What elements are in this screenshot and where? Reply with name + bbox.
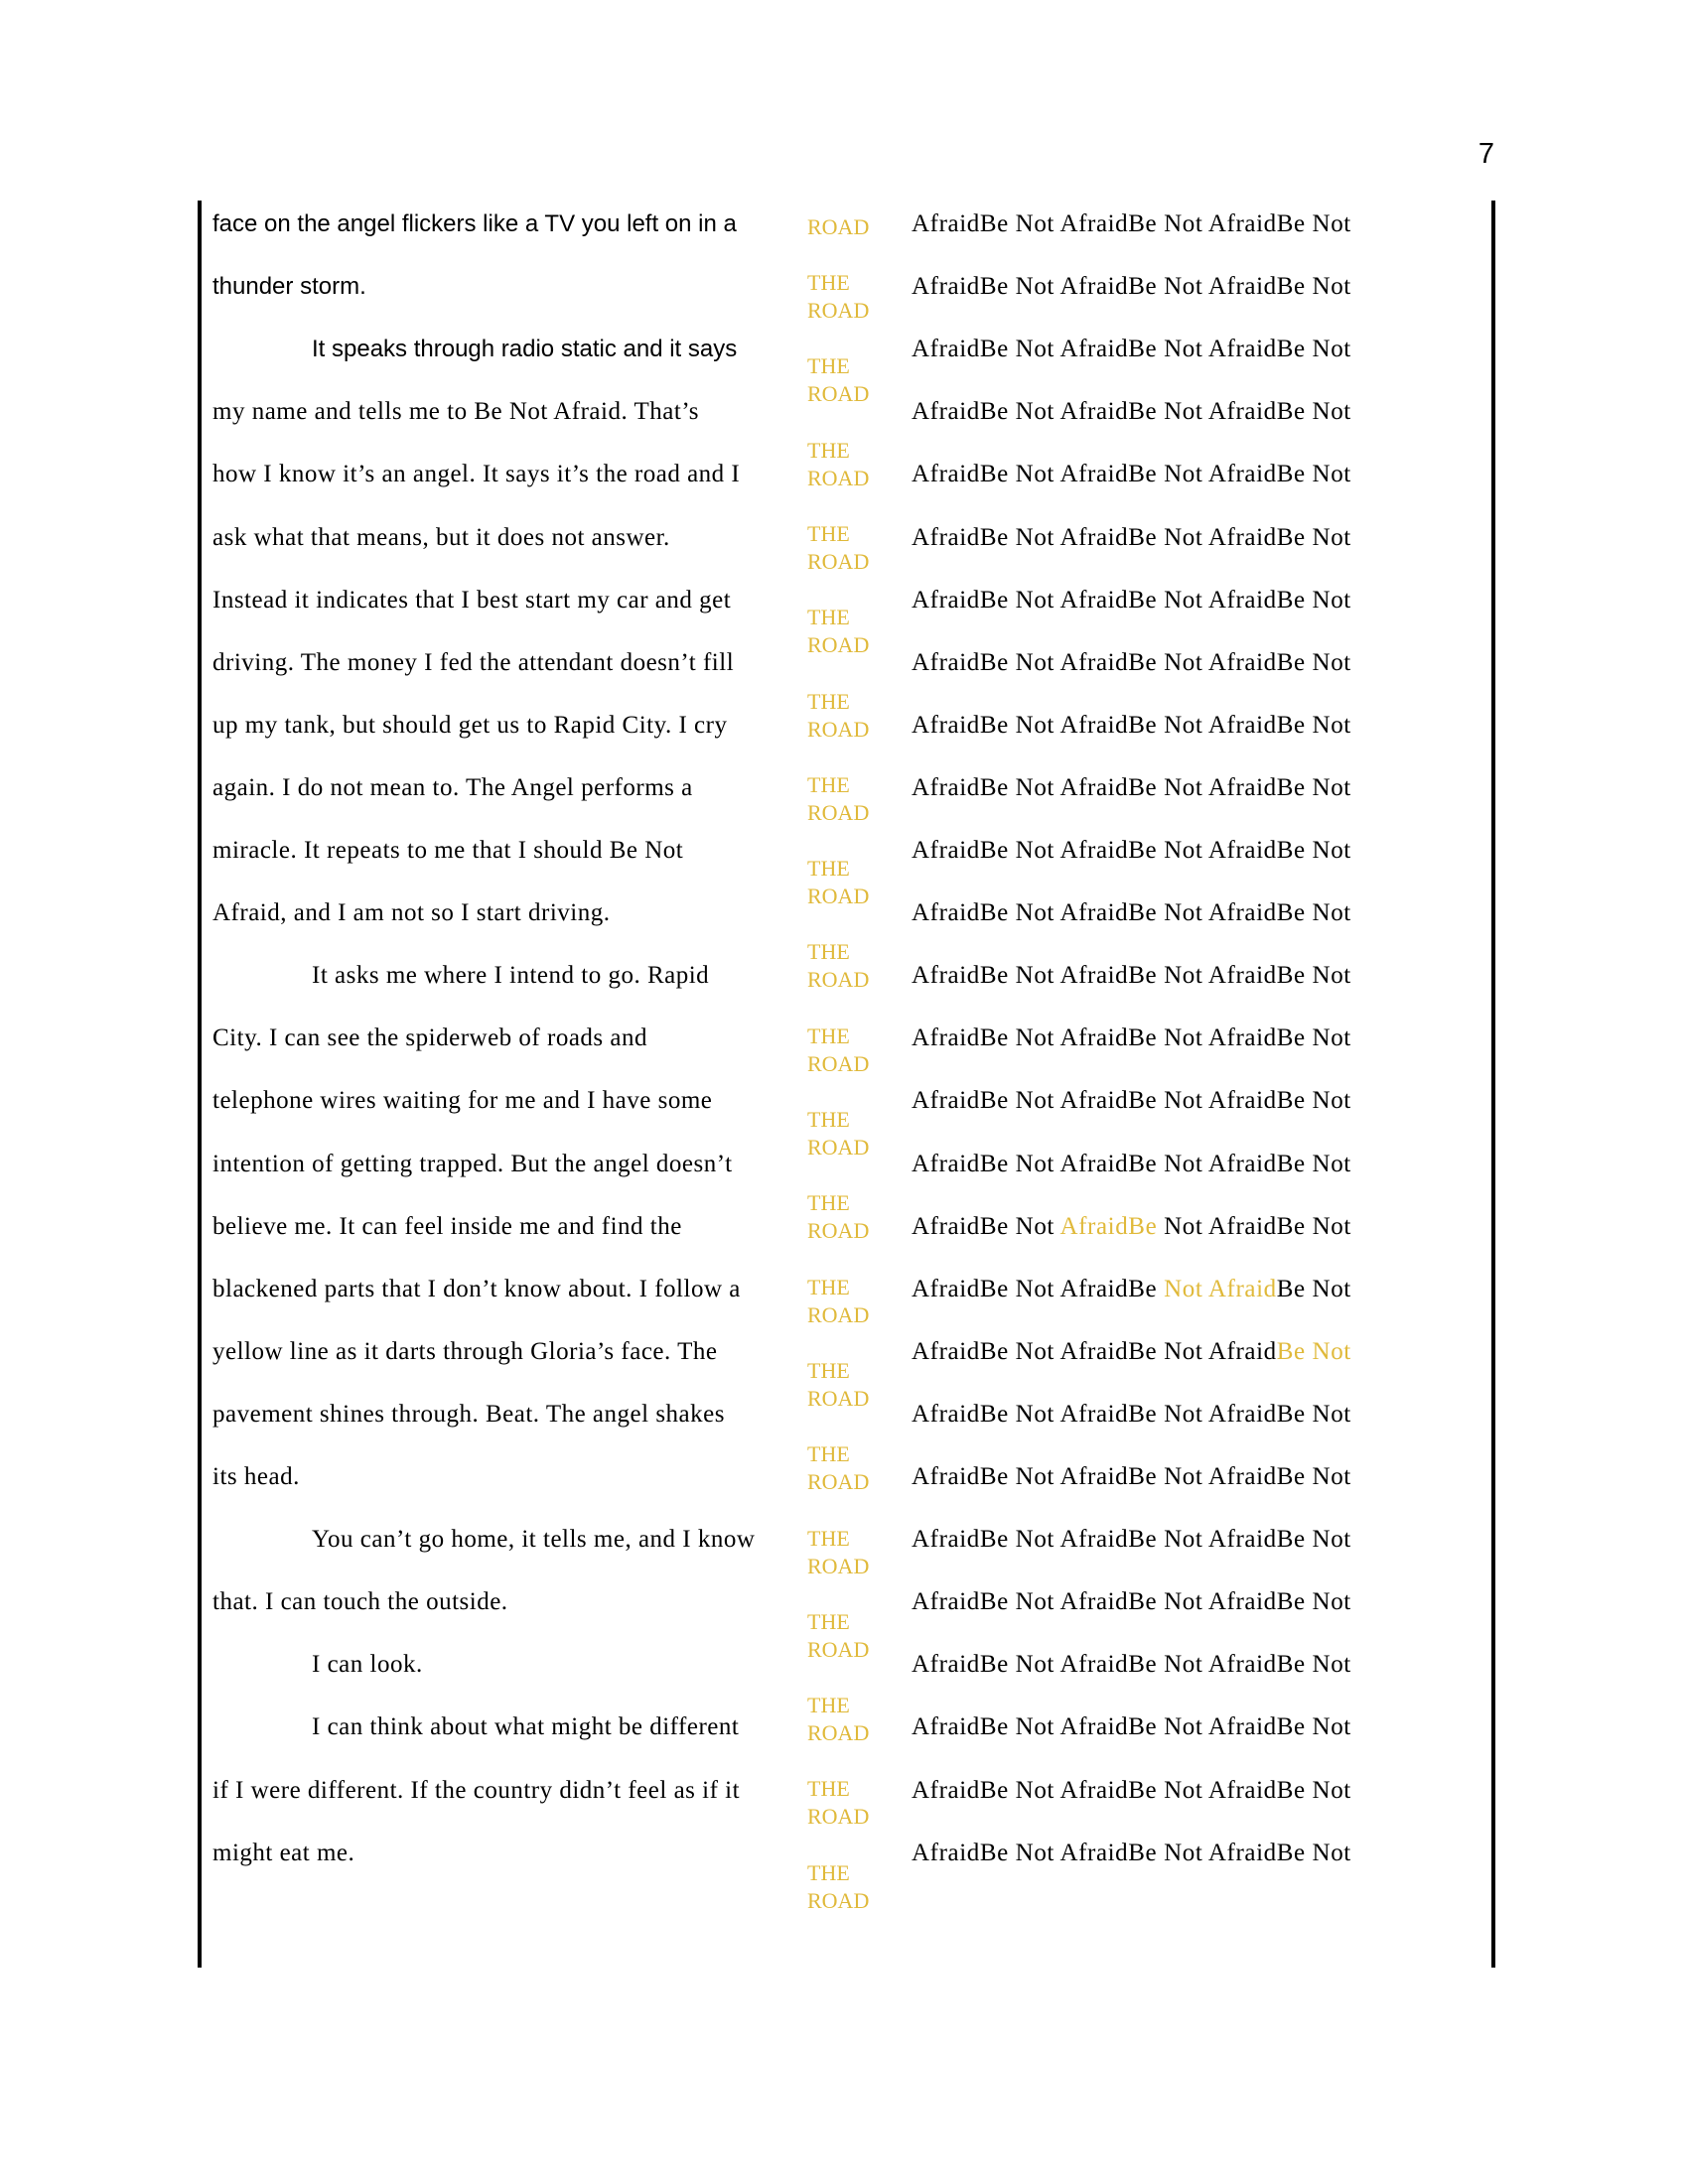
prose-line: You can’t go home, it tells me, and I know bbox=[312, 1526, 756, 1554]
afraid-line bbox=[912, 1778, 1351, 1803]
prose-line: believe me. It can feel inside me and find the bbox=[212, 1212, 682, 1240]
afraid-line bbox=[912, 274, 1351, 299]
text-segment: AfraidBe Not AfraidBe Not AfraidBe Not bbox=[912, 1776, 1351, 1804]
the-word: THE bbox=[807, 1525, 850, 1551]
text-segment: AfraidBe Not AfraidBe Not AfraidBe Not bbox=[912, 336, 1351, 363]
afraid-line bbox=[912, 1152, 1351, 1176]
afraid-line bbox=[912, 1339, 1351, 1364]
prose-line: yellow line as it darts through Gloria’s face. The bbox=[212, 1337, 718, 1365]
text-segment: AfraidBe Not AfraidBe bbox=[912, 1275, 1165, 1302]
highlighted-segment: Be Not bbox=[1276, 1337, 1351, 1365]
highlighted-segment: AfraidBe bbox=[1059, 1212, 1158, 1240]
text-segment: AfraidBe Not AfraidBe Not AfraidBe Not bbox=[912, 648, 1351, 676]
the-word: THE bbox=[807, 605, 850, 630]
text-segment: AfraidBe Not AfraidBe Not AfraidBe Not bbox=[912, 1400, 1351, 1428]
road-word: ROAD bbox=[807, 884, 870, 909]
text-segment: AfraidBe Not AfraidBe Not AfraidBe Not bbox=[912, 398, 1351, 426]
text-segment: AfraidBe Not AfraidBe Not AfraidBe Not bbox=[912, 1839, 1351, 1866]
afraid-line bbox=[912, 900, 1351, 925]
prose-line: thunder storm. bbox=[212, 273, 366, 301]
road-word: ROAD bbox=[807, 716, 870, 742]
prose-line: It speaks through radio static and it says bbox=[312, 336, 738, 363]
the-word: THE bbox=[807, 437, 850, 463]
the-word: THE bbox=[807, 270, 850, 295]
afraid-line bbox=[912, 1714, 1351, 1739]
text-segment: AfraidBe Not AfraidBe Not AfraidBe Not bbox=[912, 1087, 1351, 1115]
afraid-line bbox=[912, 1088, 1351, 1113]
the-word: THE bbox=[807, 856, 850, 882]
prose-line: its head. bbox=[212, 1463, 300, 1490]
road-word: ROAD bbox=[807, 1301, 870, 1327]
prose-line: City. I can see the spiderweb of roads and bbox=[212, 1024, 647, 1052]
text-segment: AfraidBe Not AfraidBe Not AfraidBe Not bbox=[912, 1588, 1351, 1616]
afraid-line bbox=[912, 525, 1351, 550]
road-word: ROAD bbox=[807, 1636, 870, 1662]
road-word: ROAD bbox=[807, 298, 870, 323]
afraid-line bbox=[912, 1589, 1351, 1614]
text-segment: AfraidBe Not AfraidBe Not AfraidBe Not bbox=[912, 1526, 1351, 1554]
prose-line: intention of getting trapped. But the angel doesn’t bbox=[212, 1150, 733, 1177]
text-segment: AfraidBe Not AfraidBe Not AfraidBe Not bbox=[912, 1651, 1351, 1679]
text-segment: AfraidBe Not AfraidBe Not Afraid bbox=[912, 1337, 1277, 1365]
afraid-line bbox=[912, 713, 1351, 738]
afraid-line bbox=[912, 337, 1351, 361]
the-word: THE bbox=[807, 353, 850, 379]
prose-line: pavement shines through. Beat. The angel shakes bbox=[212, 1400, 725, 1428]
prose-line: face on the angel flickers like a TV you left on in a bbox=[212, 210, 737, 237]
the-word: THE bbox=[807, 520, 850, 546]
road-word: ROAD bbox=[807, 1385, 870, 1411]
text-segment: AfraidBe Not AfraidBe Not AfraidBe Not bbox=[912, 273, 1351, 301]
road-word: ROAD bbox=[807, 967, 870, 993]
the-word: THE bbox=[807, 1274, 850, 1299]
the-word: THE bbox=[807, 1441, 850, 1467]
afraid-line bbox=[912, 1464, 1351, 1489]
text-segment: Be Not bbox=[1276, 1275, 1351, 1302]
text-segment: AfraidBe Not AfraidBe Not AfraidBe Not bbox=[912, 586, 1351, 614]
text-segment: AfraidBe Not AfraidBe Not AfraidBe Not bbox=[912, 1463, 1351, 1490]
text-segment: AfraidBe Not AfraidBe Not AfraidBe Not bbox=[912, 1024, 1351, 1052]
afraid-line bbox=[912, 211, 1351, 236]
road-word: ROAD bbox=[807, 1218, 870, 1244]
text-segment: AfraidBe Not AfraidBe Not AfraidBe Not bbox=[912, 962, 1351, 990]
prose-line: might eat me. bbox=[212, 1839, 355, 1866]
the-word: THE bbox=[807, 1608, 850, 1634]
road-word: ROAD bbox=[807, 1804, 870, 1830]
afraid-line bbox=[912, 838, 1351, 863]
road-word: ROAD bbox=[807, 799, 870, 825]
prose-line: ask what that means, but it does not answer. bbox=[212, 523, 670, 551]
prose-line: Instead it indicates that I best start my car and get bbox=[212, 586, 732, 614]
afraid-line bbox=[912, 1527, 1351, 1552]
afraid-line bbox=[912, 588, 1351, 613]
the-word: THE bbox=[807, 688, 850, 714]
road-word: ROAD bbox=[807, 1887, 870, 1913]
the-word: THE bbox=[807, 939, 850, 965]
afraid-line bbox=[912, 1277, 1351, 1301]
prose-line: Afraid, and I am not so I start driving. bbox=[212, 899, 611, 927]
the-word: THE bbox=[807, 771, 850, 797]
road-word: ROAD bbox=[807, 1050, 870, 1076]
road-word: ROAD bbox=[807, 1720, 870, 1746]
text-segment: AfraidBe Not AfraidBe Not AfraidBe Not bbox=[912, 711, 1351, 739]
text-segment: AfraidBe Not AfraidBe Not AfraidBe Not bbox=[912, 1150, 1351, 1177]
text-segment: AfraidBe Not AfraidBe Not AfraidBe Not bbox=[912, 773, 1351, 801]
page-number: 7 bbox=[1477, 138, 1494, 170]
road-word: ROAD bbox=[807, 381, 870, 407]
left-margin-rule bbox=[198, 201, 202, 1968]
the-word: THE bbox=[807, 1190, 850, 1216]
prose-line: I can look. bbox=[312, 1651, 423, 1679]
prose-line: if I were different. If the country didn’t feel as if it bbox=[212, 1776, 741, 1804]
text-segment: AfraidBe Not AfraidBe Not AfraidBe Not bbox=[912, 837, 1351, 864]
highlighted-segment: Not Afraid bbox=[1164, 1275, 1277, 1302]
prose-line: up my tank, but should get us to Rapid City. I cry bbox=[212, 711, 728, 739]
the-word: THE bbox=[807, 1023, 850, 1048]
prose-line: blackened parts that I don’t know about. I follow a bbox=[212, 1275, 741, 1302]
afraid-line bbox=[912, 1214, 1351, 1239]
text-segment: AfraidBe Not AfraidBe Not AfraidBe Not bbox=[912, 899, 1351, 927]
the-word: THE bbox=[807, 1107, 850, 1132]
afraid-line bbox=[912, 1402, 1351, 1427]
afraid-line bbox=[912, 1652, 1351, 1677]
text-segment: AfraidBe Not AfraidBe Not AfraidBe Not bbox=[912, 210, 1351, 237]
afraid-line bbox=[912, 399, 1351, 424]
text-segment: Not AfraidBe Not bbox=[1157, 1212, 1351, 1240]
road-word: ROAD bbox=[807, 548, 870, 574]
prose-line: my name and tells me to Be Not Afraid. That’s bbox=[212, 398, 700, 426]
prose-line: that. I can touch the outside. bbox=[212, 1588, 508, 1616]
text-segment: AfraidBe Not bbox=[912, 1212, 1060, 1240]
prose-line: It asks me where I intend to go. Rapid bbox=[312, 962, 710, 990]
road-word: ROAD bbox=[807, 1553, 870, 1578]
prose-line: driving. The money I fed the attendant doesn’t fill bbox=[212, 648, 735, 676]
prose-line: how I know it’s an angel. It says it’s the road and I bbox=[212, 461, 741, 488]
afraid-line bbox=[912, 775, 1351, 800]
afraid-line bbox=[912, 1841, 1351, 1865]
prose-line: telephone wires waiting for me and I have some bbox=[212, 1087, 713, 1115]
prose-line: I can think about what might be different bbox=[312, 1713, 740, 1741]
prose-line: miracle. It repeats to me that I should Be Not bbox=[212, 837, 684, 864]
afraid-line bbox=[912, 963, 1351, 988]
road-word: ROAD bbox=[807, 214, 870, 239]
afraid-line bbox=[912, 1025, 1351, 1050]
the-word: THE bbox=[807, 1357, 850, 1383]
road-word: ROAD bbox=[807, 1469, 870, 1495]
afraid-line bbox=[912, 650, 1351, 675]
afraid-line bbox=[912, 462, 1351, 486]
prose-line: again. I do not mean to. The Angel performs a bbox=[212, 773, 693, 801]
road-word: ROAD bbox=[807, 1135, 870, 1160]
text-segment: AfraidBe Not AfraidBe Not AfraidBe Not bbox=[912, 523, 1351, 551]
the-word: THE bbox=[807, 1693, 850, 1718]
the-word: THE bbox=[807, 1859, 850, 1885]
right-margin-rule bbox=[1491, 201, 1495, 1968]
text-segment: AfraidBe Not AfraidBe Not AfraidBe Not bbox=[912, 1713, 1351, 1741]
road-word: ROAD bbox=[807, 465, 870, 490]
the-word: THE bbox=[807, 1776, 850, 1802]
road-word: ROAD bbox=[807, 632, 870, 658]
text-segment: AfraidBe Not AfraidBe Not AfraidBe Not bbox=[912, 461, 1351, 488]
